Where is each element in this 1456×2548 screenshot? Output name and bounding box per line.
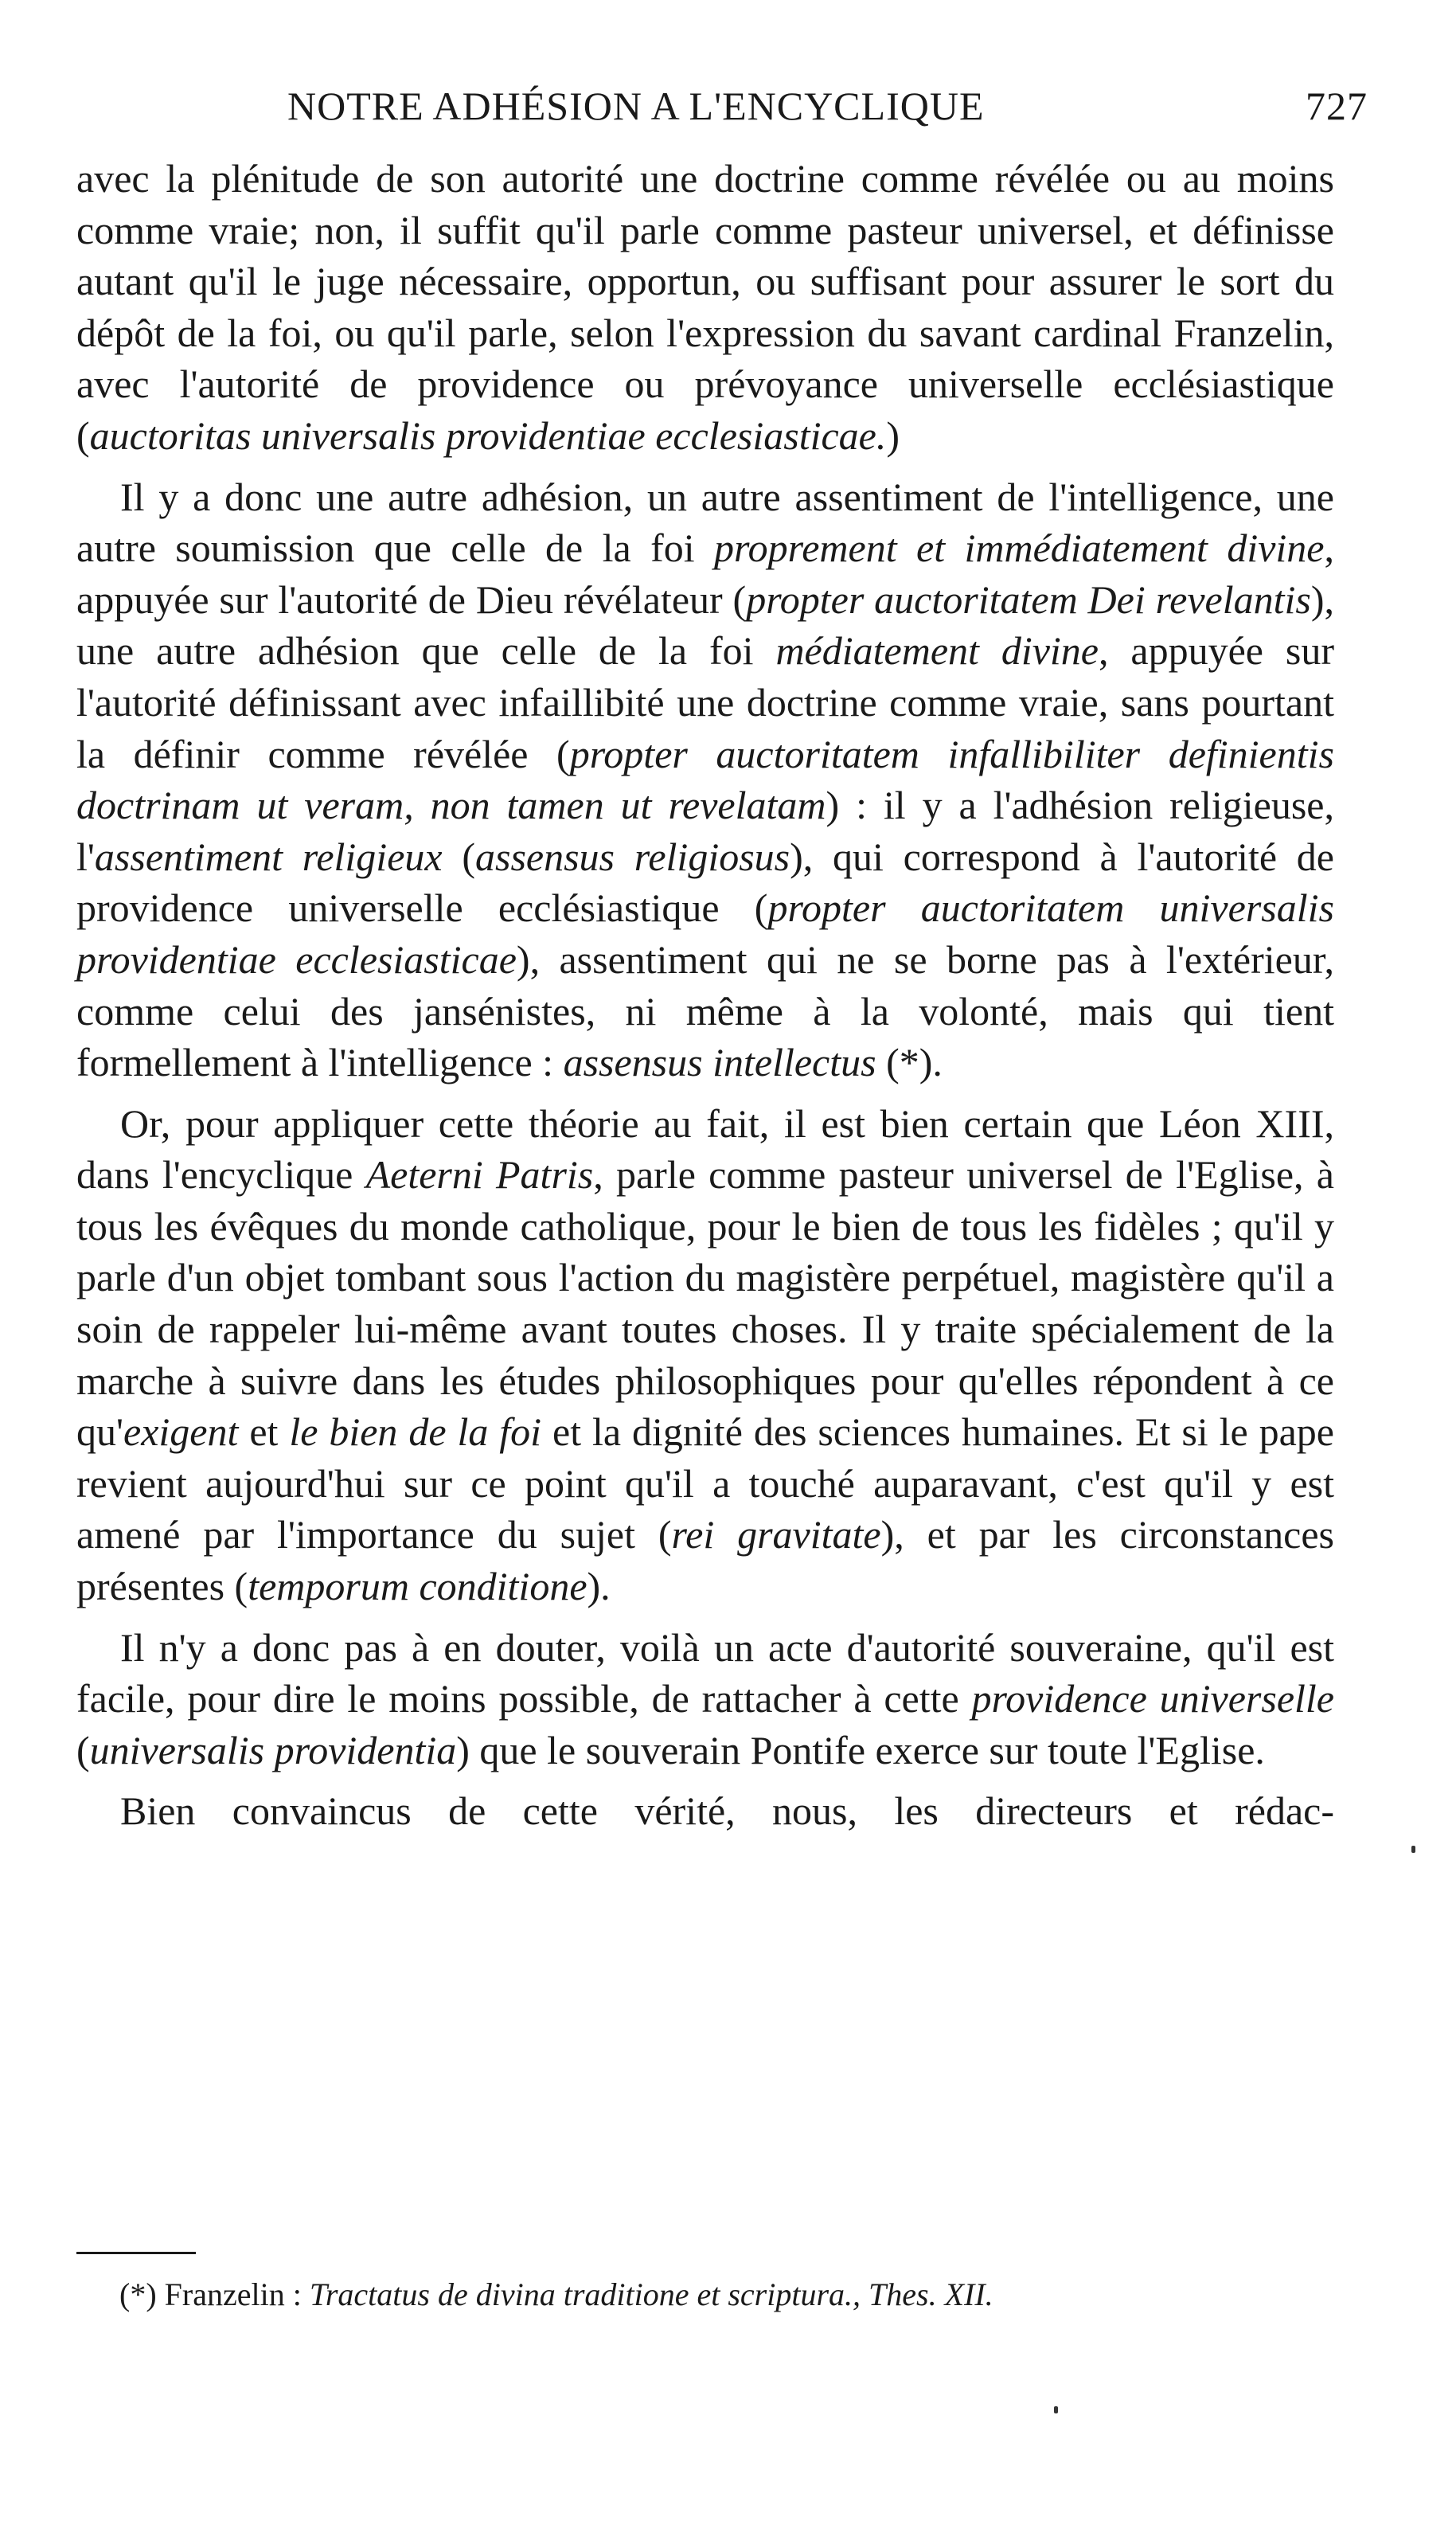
text-run: ), assentiment qui ne se borne pas à l'extérieur, comme celui des jansénistes, ni même à la volonté, mais qui tient formellement à l'intelligence :: [76, 936, 1334, 1085]
footnote-work: Tractatus de divina traditione et scriptura., Thes. XII.: [309, 2276, 993, 2312]
italic-phrase: providence universelle: [971, 1676, 1335, 1721]
footnote-divider: [76, 2252, 196, 2254]
italic-phrase: médiatement divine: [775, 628, 1099, 674]
italic-phrase: propter auctoritatem universalis providentiae ecclesiasticae: [76, 885, 1334, 982]
footnote-mark: (*) Franzelin :: [119, 2276, 310, 2312]
italic-phrase: assensus intellectus: [563, 1040, 876, 1085]
text-run: Il y a donc une autre adhésion, un autre assentiment de l'intelligence, une autre soumission que celle de la foi: [76, 474, 1334, 571]
text-run: (: [442, 834, 475, 879]
paragraph: [76, 471, 1334, 1088]
text-run: ), qui correspond à l'autorité de providence universelle ecclésiastique (: [76, 834, 1334, 931]
text-run: Bien convaincus de cette vérité, nous, les directeurs et rédac-: [120, 1788, 1334, 1834]
paragraph: [76, 153, 1334, 462]
italic-phrase: Aeterni Patris: [365, 1152, 594, 1198]
running-title: NOTRE ADHÉSION A L'ENCYCLIQUE: [287, 84, 985, 128]
text-run: (*).: [876, 1040, 943, 1085]
text-run: , appuyée sur l'autorité définissant avec infaillibité une doctrine comme vraie, sans pourtant la définir comme révélée (: [76, 628, 1334, 776]
italic-phrase: proprement et immédiatement divine: [714, 526, 1325, 571]
paragraph: [76, 1622, 1334, 1776]
body-text: [76, 153, 1334, 1837]
footnote: [119, 2276, 993, 2313]
text-run: ), une autre adhésion que celle de la foi: [76, 576, 1335, 674]
italic-phrase: propter auctoritatem infallibiliter definientis doctrinam ut veram, non tamen ut revelatam: [76, 731, 1334, 828]
text-run: Il n'y a donc pas à en douter, voilà un acte d'autorité souveraine, qu'il est facile, pour dire le moins possible, de rattacher à cette: [76, 1624, 1334, 1721]
print-speck: [1054, 2406, 1058, 2413]
text-run: et la dignité des sciences humaines. Et si le pape revient aujourd'hui sur ce point qu'il a touché auparavant, c'est qu'il y est amené par l'importance du sujet (: [76, 1409, 1334, 1557]
page-number: 727: [1306, 84, 1368, 128]
page: [76, 73, 1368, 1837]
text-run: (: [76, 1727, 90, 1772]
text-run: , appuyée sur l'autorité de Dieu révélateur (: [76, 526, 1334, 622]
italic-phrase: rei gravitate: [671, 1512, 881, 1557]
print-speck: [1411, 1846, 1415, 1853]
italic-phrase: universalis providentia: [89, 1727, 457, 1772]
page-header: [76, 73, 1368, 153]
italic-phrase: exigent: [123, 1409, 239, 1455]
italic-phrase: auctoritas universalis providentiae ecclesiasticae.: [89, 412, 887, 458]
italic-phrase: le bien de la foi: [289, 1409, 542, 1455]
text-run: ) : il y a l'adhésion religieuse, l': [76, 783, 1334, 879]
italic-phrase: propter auctoritatem Dei revelantis: [746, 576, 1311, 622]
text-run: ) que le souverain Pontife exerce sur toute l'Eglise.: [456, 1727, 1265, 1772]
paragraph: [76, 1098, 1334, 1612]
text-run: ): [886, 412, 900, 458]
text-run: avec la plénitude de son autorité une doctrine comme révélée ou au moins comme vraie; non, il suffit qu'il parle comme pasteur universel, et définisse autant qu'il le juge nécessaire, opportun, ou suffisant pour assurer le sort du dépôt de la foi, ou qu'il parle, selon l'expression du savant cardinal Franzelin, avec l'autorité de providence ou prévoyance universelle ecclésiastique (: [76, 156, 1334, 458]
text-run: , parle comme pasteur universel de l'Eglise, à tous les évêques du monde catholique, pour le bien de tous les fidèles ; qu'il y parle d'un objet tombant sous l'action du magistère perpétuel, magistère qu'il a soin de rappeler lui-même avant toutes choses. Il y traite spécialement de la marche à suivre dans les études philosophiques pour qu'elles répondent à ce qu': [76, 1152, 1334, 1455]
text-run: et: [238, 1409, 290, 1455]
text-run: Or, pour appliquer cette théorie au fait, il est bien certain que Léon XIII, dans l'encyclique: [76, 1100, 1334, 1198]
text-run: ).: [587, 1564, 611, 1609]
italic-phrase: assensus religiosus: [474, 834, 790, 879]
italic-phrase: assentiment religieux: [94, 834, 443, 879]
italic-phrase: temporum conditione: [248, 1564, 587, 1609]
text-run: ), et par les circonstances présentes (: [76, 1512, 1334, 1609]
paragraph: [76, 1785, 1334, 1837]
